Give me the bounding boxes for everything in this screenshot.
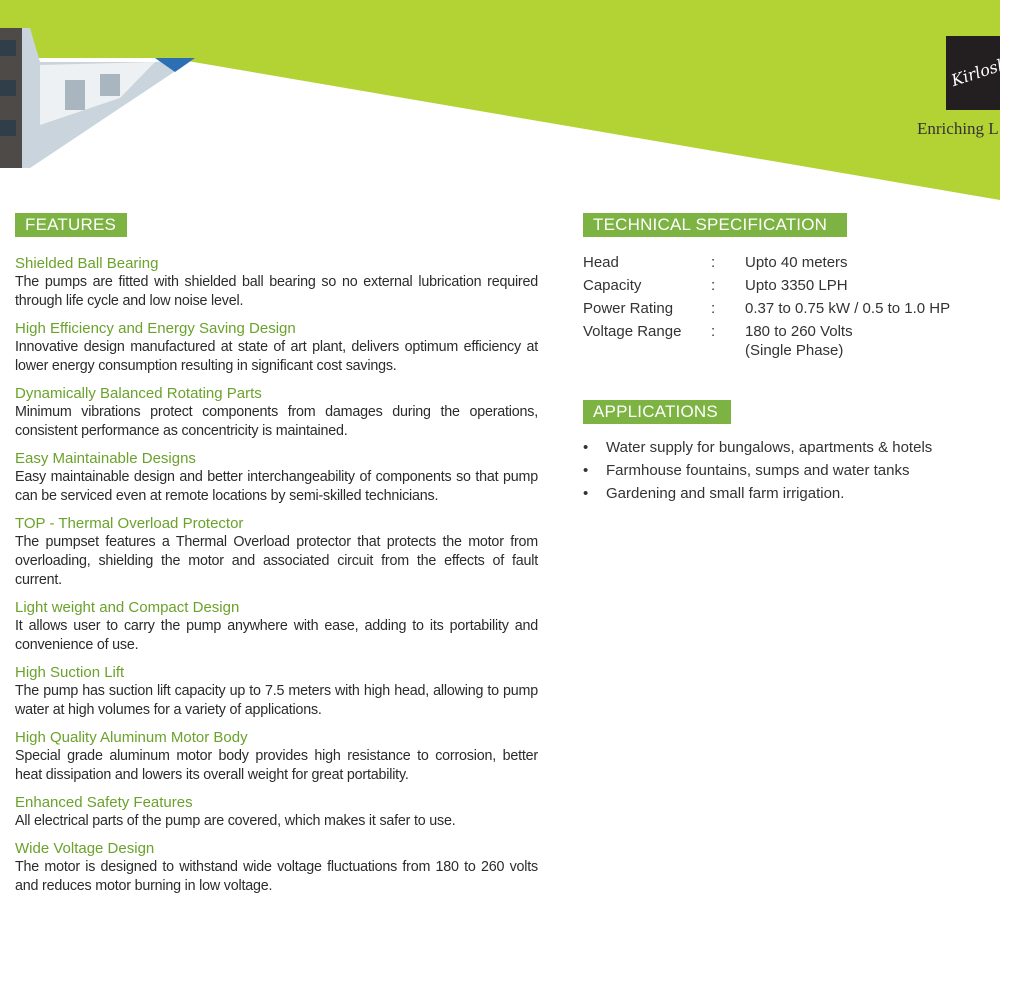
brand-tagline: Enriching L — [917, 119, 999, 138]
spec-value: 180 to 260 Volts (Single Phase) — [745, 323, 853, 359]
feature-description: All electrical parts of the pump are covered, which makes it safer to use. — [15, 813, 456, 829]
spec-value: 0.37 to 0.75 kW / 0.5 to 1.0 HP — [745, 300, 951, 317]
applications-heading: APPLICATIONS — [583, 400, 731, 424]
feature-title: Enhanced Safety Features — [15, 794, 193, 811]
spec-value: Upto 40 meters — [745, 254, 848, 271]
application-item — [583, 438, 983, 457]
header-banner — [0, 0, 1000, 200]
feature-description: Innovative design manufactured at state of art plant, delivers optimum efficiency at lower energy consumption resulting in significant cost savings. — [15, 339, 538, 374]
applications-list — [583, 438, 983, 507]
feature-item — [15, 728, 538, 785]
feature-description: The pump has suction lift capacity up to 7.5 meters with high head, allowing to pump water at high volumes for a variety of applications. — [15, 683, 538, 718]
application-text: Water supply for bungalows, apartments & hotels — [606, 439, 933, 456]
spec-value: Upto 3350 LPH — [745, 277, 848, 294]
feature-description: Minimum vibrations protect components from damages during the operations, consistent performance as concentricity is maintained. — [15, 404, 538, 439]
brand-logo — [946, 36, 1026, 110]
feature-item — [15, 254, 538, 311]
spec-row — [583, 299, 983, 318]
application-item — [583, 484, 983, 503]
spec-label: Capacity — [583, 277, 642, 294]
spec-label: Head — [583, 254, 619, 271]
logo-wordmark: Kirloskar — [948, 48, 1026, 91]
spec-row — [583, 253, 983, 272]
feature-description: The motor is designed to withstand wide voltage fluctuations from 180 to 260 volts and reduces motor burning in low voltage. — [15, 859, 538, 894]
feature-description: The pumpset features a Thermal Overload protector that protects the motor from overloading, shielding the motor and associated circuit from the effects of fault current. — [15, 534, 538, 588]
feature-item — [15, 319, 538, 376]
features-list — [15, 254, 538, 904]
feature-item — [15, 839, 538, 896]
feature-description: Special grade aluminum motor body provides high resistance to corrosion, better heat dissipation and lowers its overall weight for great portability. — [15, 748, 538, 783]
feature-item — [15, 793, 538, 831]
feature-title: TOP - Thermal Overload Protector — [15, 515, 244, 532]
bullet-icon: • — [583, 462, 589, 479]
feature-description: Easy maintainable design and better interchangeability of components so that pump can be serviced even at remote locations by semi-skilled technicians. — [15, 469, 538, 504]
spec-table — [583, 253, 983, 364]
application-text: Gardening and small farm irrigation. — [606, 485, 845, 502]
spec-separator: : — [711, 254, 716, 271]
feature-description: The pumps are fitted with shielded ball bearing so no external lubrication required through life cycle and low noise level. — [15, 274, 538, 309]
spec-heading: TECHNICAL SPECIFICATION — [583, 213, 847, 237]
feature-title: Shielded Ball Bearing — [15, 255, 159, 272]
feature-title: High Efficiency and Energy Saving Design — [15, 320, 296, 337]
green-swoosh — [0, 0, 1000, 200]
feature-title: Wide Voltage Design — [15, 840, 155, 857]
spec-label: Power Rating — [583, 300, 674, 317]
feature-title: Easy Maintainable Designs — [15, 450, 196, 467]
feature-item — [15, 449, 538, 506]
spec-label: Voltage Range — [583, 323, 682, 340]
application-text: Farmhouse fountains, sumps and water tanks — [606, 462, 910, 479]
feature-title: High Suction Lift — [15, 664, 125, 681]
feature-item — [15, 663, 538, 720]
feature-item — [15, 598, 538, 655]
spec-separator: : — [711, 277, 716, 294]
feature-title: Dynamically Balanced Rotating Parts — [15, 385, 262, 402]
features-heading: FEATURES — [15, 213, 127, 237]
spec-row — [583, 276, 983, 295]
application-item — [583, 461, 983, 480]
spec-separator: : — [711, 323, 716, 340]
feature-description: It allows user to carry the pump anywhere with ease, adding to its portability and convenience of use. — [15, 618, 538, 653]
feature-item — [15, 514, 538, 590]
feature-item — [15, 384, 538, 441]
spec-row — [583, 322, 983, 360]
bullet-icon: • — [583, 439, 589, 456]
spec-separator: : — [711, 300, 716, 317]
bullet-icon: • — [583, 485, 589, 502]
feature-title: High Quality Aluminum Motor Body — [15, 729, 248, 746]
feature-title: Light weight and Compact Design — [15, 599, 240, 616]
